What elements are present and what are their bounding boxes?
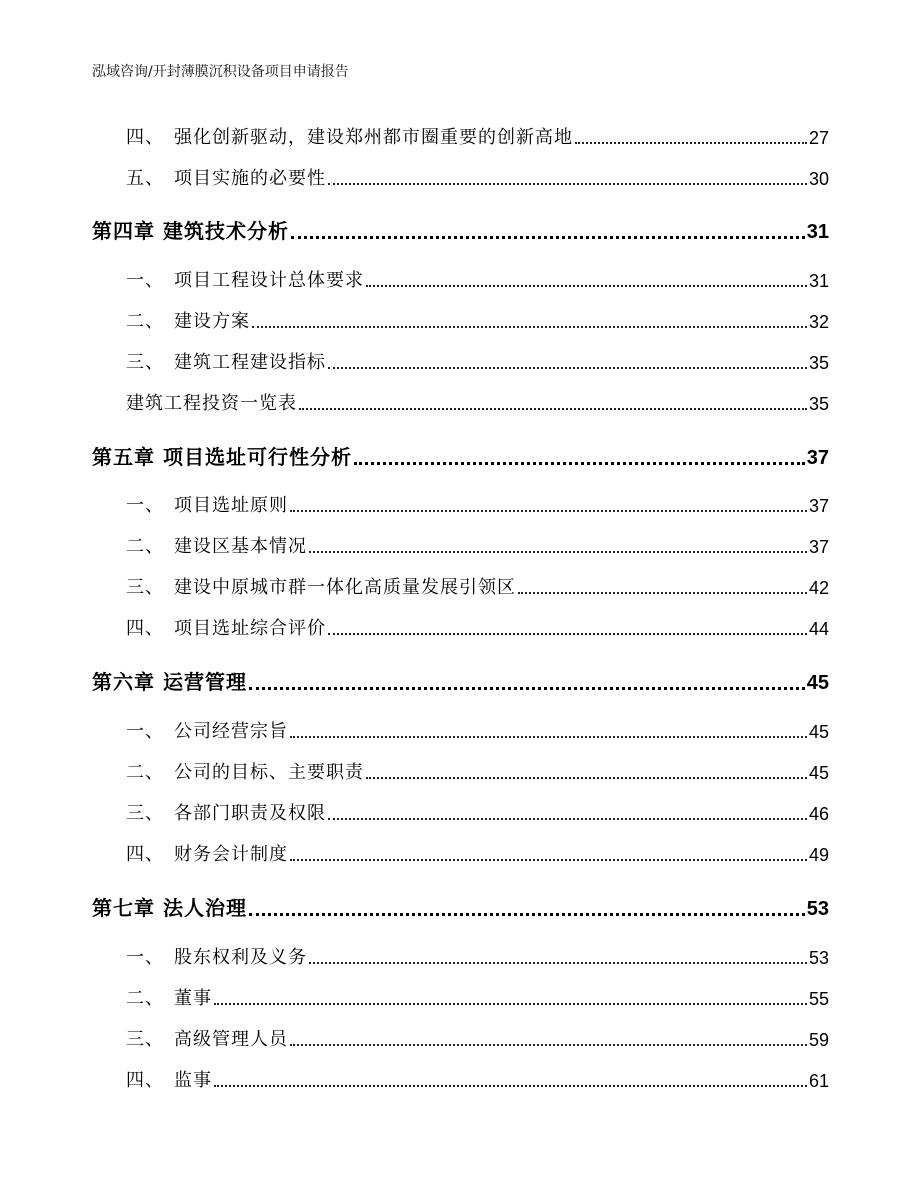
toc-section-entry[interactable] (92, 532, 829, 558)
toc-page-number: 49 (808, 845, 829, 865)
toc-page-number: 53 (808, 948, 829, 968)
toc-entry-title (92, 984, 214, 1010)
toc-page-number: 31 (806, 221, 829, 243)
toc-entry-title (92, 799, 328, 825)
toc-entry-number: 第六章 (92, 670, 155, 694)
toc-section-entry[interactable] (92, 758, 829, 784)
running-header: 泓域咨询/开封薄膜沉积设备项目申请报告 (92, 64, 349, 80)
toc-entry-number: 三、 (126, 803, 164, 824)
toc-page-number: 31 (808, 271, 829, 291)
toc-section-entry[interactable] (92, 491, 829, 517)
toc-section-entry[interactable] (92, 573, 829, 599)
toc-entry-text: 建筑技术分析 (163, 219, 289, 243)
dot-leader (518, 592, 807, 594)
toc-entry-number: 二、 (126, 536, 164, 557)
toc-entry-title (92, 717, 290, 743)
toc-entry-number: 二、 (126, 311, 164, 332)
toc-entry-number: 二、 (126, 988, 164, 1009)
dot-leader (366, 777, 807, 779)
toc-section-entry[interactable] (92, 123, 829, 149)
toc-entry-title (92, 348, 328, 374)
toc-page-number: 55 (808, 989, 829, 1009)
toc-entry-text: 建设方案 (174, 311, 250, 332)
dot-leader (290, 510, 807, 512)
toc-entry-text: 运营管理 (163, 670, 247, 694)
toc-entry-text: 项目选址可行性分析 (163, 445, 352, 469)
toc-section-entry[interactable] (92, 840, 829, 866)
toc-entry-title (92, 123, 575, 149)
toc-entry-title (92, 441, 354, 470)
toc-entry-text: 公司的目标、主要职责 (174, 762, 364, 783)
dot-leader (309, 962, 807, 964)
toc-section-entry[interactable] (92, 389, 829, 415)
toc-entry-title (92, 614, 328, 640)
toc-page-number: 44 (808, 619, 829, 639)
toc-chapter-entry[interactable] (92, 666, 829, 695)
toc-entry-title (92, 666, 249, 695)
dot-leader (299, 408, 807, 410)
toc-entry-title (92, 1066, 214, 1092)
toc-entry-number: 一、 (126, 947, 164, 968)
toc-entry-title (92, 943, 309, 969)
toc-section-entry[interactable] (92, 348, 829, 374)
toc-page-number: 46 (808, 804, 829, 824)
dot-leader (291, 236, 805, 239)
toc-page-number: 30 (808, 169, 829, 189)
toc-entry-text: 财务会计制度 (174, 844, 288, 865)
toc-entry-number: 一、 (126, 721, 164, 742)
toc-entry-text: 法人治理 (163, 896, 247, 920)
toc-entry-number: 四、 (126, 618, 164, 639)
toc-section-entry[interactable] (92, 1066, 829, 1092)
toc-entry-text: 项目工程设计总体要求 (174, 270, 364, 291)
toc-section-entry[interactable] (92, 799, 829, 825)
dot-leader (328, 367, 807, 369)
dot-leader (214, 1085, 807, 1087)
toc-entry-title (92, 307, 252, 333)
toc-entry-number: 第五章 (92, 445, 155, 469)
toc-entry-number: 三、 (126, 577, 164, 598)
toc-entry-title (92, 491, 290, 517)
toc-page-number: 45 (808, 722, 829, 742)
toc-entry-number: 一、 (126, 495, 164, 516)
toc-entry-number: 四、 (126, 844, 164, 865)
toc-page-number: 37 (806, 447, 829, 469)
toc-entry-title (92, 266, 366, 292)
toc-section-entry[interactable] (92, 307, 829, 333)
toc-entry-title (92, 532, 309, 558)
dot-leader (354, 462, 805, 465)
toc-entry-title (92, 215, 291, 244)
dot-leader (290, 736, 807, 738)
toc-entry-title (92, 758, 366, 784)
toc-page-number: 37 (808, 496, 829, 516)
toc-section-entry[interactable] (92, 984, 829, 1010)
toc-page-number: 53 (806, 898, 829, 920)
dot-leader (249, 913, 805, 916)
toc-page-number: 42 (808, 578, 829, 598)
toc-entry-text: 建筑工程投资一览表 (126, 393, 297, 414)
toc-entry-text: 董事 (174, 988, 212, 1009)
toc-page-number: 61 (808, 1071, 829, 1091)
dot-leader (309, 551, 807, 553)
toc-entry-text: 监事 (174, 1070, 212, 1091)
toc-entry-number: 第四章 (92, 219, 155, 243)
toc-entry-text: 项目选址综合评价 (174, 618, 326, 639)
toc-entry-text: 建设中原城市群一体化高质量发展引领区 (174, 577, 516, 598)
toc-page-number: 45 (806, 672, 829, 694)
toc-section-entry[interactable] (92, 1025, 829, 1051)
toc-page-number: 37 (808, 537, 829, 557)
toc-entry-title (92, 164, 328, 190)
toc-entry-number: 四、 (126, 127, 164, 148)
toc-entry-text: 股东权利及义务 (174, 947, 307, 968)
toc-section-entry[interactable] (92, 717, 829, 743)
toc-entry-text: 公司经营宗旨 (174, 721, 288, 742)
toc-entry-number: 四、 (126, 1070, 164, 1091)
toc-page-number: 59 (808, 1030, 829, 1050)
toc-entry-text: 项目选址原则 (174, 495, 288, 516)
dot-leader (366, 285, 807, 287)
dot-leader (328, 183, 807, 185)
toc-entry-text: 建设区基本情况 (174, 536, 307, 557)
toc-page-number: 45 (808, 763, 829, 783)
toc-chapter-entry[interactable] (92, 441, 829, 470)
toc-entry-number: 二、 (126, 762, 164, 783)
toc-section-entry[interactable] (92, 943, 829, 969)
dot-leader (252, 326, 807, 328)
toc-entry-title (92, 892, 249, 921)
toc-chapter-entry[interactable] (92, 892, 829, 921)
toc-entry-number: 第七章 (92, 896, 155, 920)
toc-entry-text: 强化创新驱动，建设郑州都市圈重要的创新高地 (174, 127, 573, 148)
dot-leader (249, 687, 805, 690)
toc-chapter-entry[interactable] (92, 215, 829, 244)
toc-entry-title (92, 573, 518, 599)
toc-entry-title (92, 1025, 290, 1051)
dot-leader (214, 1003, 807, 1005)
dot-leader (328, 633, 807, 635)
toc-entry-number: 五、 (126, 168, 164, 189)
toc-entry-text: 建筑工程建设指标 (174, 352, 326, 373)
toc-entry-title (92, 840, 290, 866)
toc-entry-text: 高级管理人员 (174, 1029, 288, 1050)
toc-entry-title (92, 389, 299, 415)
toc-section-entry[interactable] (92, 164, 829, 190)
toc-page-number: 35 (808, 353, 829, 373)
toc-entry-number: 三、 (126, 1029, 164, 1050)
dot-leader (290, 1044, 807, 1046)
dot-leader (328, 818, 807, 820)
toc-section-entry[interactable] (92, 614, 829, 640)
toc-entry-number: 三、 (126, 352, 164, 373)
dot-leader (575, 142, 807, 144)
toc-page-number: 27 (808, 128, 829, 148)
toc-section-entry[interactable] (92, 266, 829, 292)
toc-entry-text: 项目实施的必要性 (174, 168, 326, 189)
toc-entry-text: 各部门职责及权限 (174, 803, 326, 824)
toc-page-number: 35 (808, 394, 829, 414)
toc-entry-number: 一、 (126, 270, 164, 291)
toc-page-number: 32 (808, 312, 829, 332)
dot-leader (290, 859, 807, 861)
